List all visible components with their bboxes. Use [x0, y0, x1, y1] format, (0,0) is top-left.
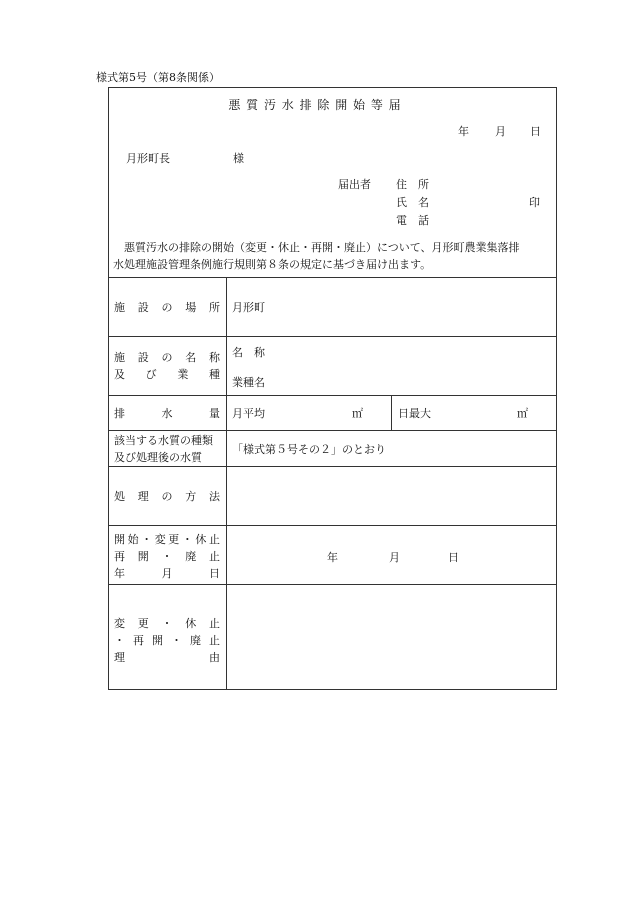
- reason-label-line3: 理 由: [114, 651, 220, 664]
- daily-max-label: 日最大: [398, 407, 431, 420]
- start-date-label-line1: 開 始 ・ 変 更 ・ 休 止: [114, 533, 220, 546]
- start-date-label-line3: 年 月 日: [114, 567, 220, 580]
- water-quality-label: [114, 432, 213, 466]
- row-divider: [108, 466, 557, 467]
- seal-label: 印: [529, 196, 540, 209]
- address-label: 住 所: [396, 178, 429, 191]
- row-divider: [108, 525, 557, 526]
- start-date-day: 日: [448, 551, 459, 564]
- facility-name-label-line2: 及 び 業 種: [114, 368, 220, 381]
- discharge-label: 排 水 量: [114, 407, 220, 420]
- row-divider: [108, 336, 557, 337]
- daily-unit: ㎡: [517, 407, 528, 420]
- start-date-month: 月: [389, 551, 400, 564]
- form-box: [108, 87, 557, 690]
- phone-label: 電 話: [396, 214, 429, 227]
- facility-name-label-line1: 施 設 の 名 称: [114, 351, 220, 364]
- facility-name-field-label: 名 称: [232, 346, 265, 359]
- start-date-label-line2: 再 開 ・ 廃 止: [114, 550, 220, 563]
- body-text-line-1: 悪質汚水の排除の開始（変更・休止・再開・廃止）について、月形町農業集落排: [124, 241, 520, 254]
- date-year-label: 年: [458, 125, 469, 138]
- applicant-label: 届出者: [338, 178, 371, 191]
- water-quality-value: 「様式第５号その２」のとおり: [232, 443, 386, 456]
- row-divider: [108, 584, 557, 585]
- monthly-average-label: 月平均: [232, 407, 265, 420]
- treatment-label: 処 理 の 方 法: [114, 490, 220, 503]
- location-label: 施 設 の 場 所: [114, 301, 220, 314]
- water-quality-label-line2: 及び処理後の水質: [114, 451, 202, 464]
- form-number: 様式第5号（第8条関係）: [96, 71, 220, 84]
- industry-field-label: 業種名: [232, 376, 265, 389]
- date-day-label: 日: [530, 125, 541, 138]
- row-divider: [108, 395, 557, 396]
- column-divider: [226, 277, 227, 690]
- monthly-unit: ㎡: [352, 407, 363, 420]
- body-text-line-2: 水処理施設管理条例施行規則第８条の規定に基づき届け出ます。: [113, 258, 432, 271]
- addressee: 月形町長: [126, 152, 170, 165]
- location-value: 月形町: [232, 301, 265, 314]
- start-date-year: 年: [327, 551, 338, 564]
- row-divider: [108, 277, 557, 278]
- discharge-column-divider: [391, 395, 392, 430]
- name-label: 氏 名: [396, 196, 429, 209]
- row-divider: [108, 430, 557, 431]
- form-title: 悪 質 汚 水 排 除 開 始 等 届: [228, 98, 402, 112]
- reason-label-line2: ・ 再 開 ・ 廃 止: [114, 634, 220, 647]
- date-month-label: 月: [495, 125, 506, 138]
- honorific: 様: [233, 152, 244, 165]
- reason-label-line1: 変 更 ・ 休 止: [114, 617, 220, 630]
- water-quality-label-line1: 該当する水質の種類: [114, 434, 213, 447]
